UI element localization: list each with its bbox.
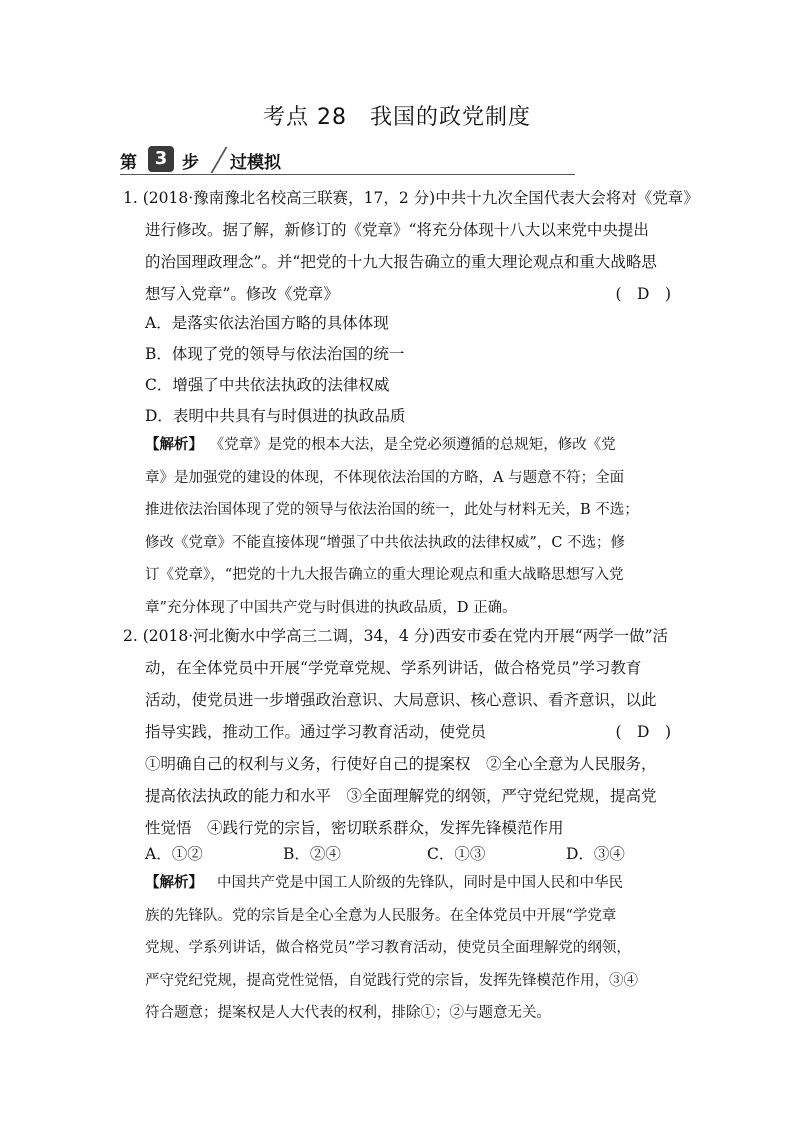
question-1-line-text: 想写入党章”。修改《党章》 [145, 285, 339, 303]
step-underline [120, 174, 575, 175]
question-1-stem-cont [145, 214, 685, 310]
step-suffix: 步 [182, 153, 199, 173]
analysis-line-text: 《党章》是党的根本大法，是全党必须遵循的总规矩，修改《党 [217, 437, 616, 453]
question-2-answer: ( D ) [615, 723, 671, 741]
analysis-line [145, 867, 685, 900]
question-2-statement: 提高依法执政的能力和水平 ③全面理解党的纲领，严守党纪党规，提高党 [145, 787, 657, 805]
question-1-option-a: A．是落实依法治国方略的具体体现 [145, 314, 389, 332]
analysis-line: 族的先锋队。党的宗旨是全心全意为人民服务。在全体党员中开展“学党章 [145, 907, 617, 924]
page-title: 考点 28 我国的政党制度 [263, 105, 531, 130]
step-divider [210, 147, 227, 173]
step-label: 过模拟 [230, 153, 281, 173]
question-2-stem-cont [145, 652, 685, 844]
question-2-analysis [145, 867, 685, 1030]
analysis-line-text: 中国共产党是中国工人阶级的先锋队，同时是中国人民和中华民 [217, 875, 623, 891]
analysis-line: 修改《党章》不能直接体现“增强了中共依法执政的法律权威”，C 不选；修 [145, 534, 626, 551]
step-banner [120, 143, 575, 177]
question-1-line: 1. (2018·豫南豫北名校高三联赛，17，2 分)中共十九次全国代表大会将对《党章》 [123, 189, 699, 207]
analysis-line: 符合题意；提案权是人大代表的权利，排除①；②与题意无关。 [145, 1005, 551, 1021]
analysis-line: 订《党章》，“把党的十九大报告确立的重大理论观点和重大战略思想写入党 [145, 567, 624, 583]
question-1-answer: ( D ) [615, 285, 671, 303]
question-2-stem [123, 620, 683, 652]
question-1-stem [123, 182, 699, 214]
question-2-statement: ①明确自己的权利与义务，行使好自己的提案权 ②全心全意为人民服务， [145, 755, 657, 773]
analysis-line: 严守党纪党规，提高党性觉悟，自觉践行党的宗旨，发挥先锋模范作用，③④ [145, 972, 638, 989]
question-2-choice-d: D．③④ [566, 845, 625, 863]
analysis-tag: 【解析】 [145, 875, 203, 891]
analysis-tag: 【解析】 [145, 437, 203, 453]
step-number-badge: 3 [148, 146, 174, 172]
question-1-option-d: D．表明中共具有与时俱进的执政品质 [145, 407, 406, 425]
analysis-line: 推进依法治国体现了党的领导与依法治国的统一，此处与材料无关，B 不选； [145, 502, 639, 518]
analysis-line: 党规、学系列讲话，做合格党员”学习教育活动，使党员全面理解党的纲领， [145, 940, 631, 956]
question-1-line [145, 278, 685, 310]
question-2-line: 2. (2018·河北衡水中学高三二调，34，4 分)西安市委在党内开展“两学一做”活 [123, 627, 669, 645]
analysis-line: 章》是加强党的建设的体现，不体现依法治国的方略，A 与题意不符；全面 [145, 469, 625, 486]
question-2-choice-a: A．①② [145, 845, 203, 863]
question-2-line: 动，在全体党员中开展“学党章党规、学系列讲话，做合格党员”学习教育 [145, 659, 642, 677]
question-2-line [145, 716, 685, 748]
question-1-analysis [145, 429, 685, 624]
question-1-option-b: B．体现了党的领导与依法治国的统一 [145, 345, 405, 363]
analysis-line [145, 429, 685, 462]
question-2-line-text: 指导实践，推动工作。通过学习教育活动，使党员 [145, 723, 487, 741]
question-2-choice-c: C．①③ [427, 845, 486, 863]
step-prefix: 第 [120, 153, 137, 173]
question-1-line: 的治国理政理念”。并“把党的十九大报告确立的重大理论观点和重大战略思 [145, 253, 657, 271]
analysis-line: 章”充分体现了中国共产党与时俱进的执政品质，D 正确。 [145, 599, 517, 616]
question-1-line: 进行修改。据了解，新修订的《党章》“将充分体现十八大以来党中央提出 [145, 221, 649, 239]
question-2-choice-b: B．②④ [283, 845, 341, 863]
question-2-statement: 性觉悟 ④践行党的宗旨，密切联系群众，发挥先锋模范作用 [145, 819, 564, 837]
question-2-line: 活动，使党员进一步增强政治意识、大局意识、核心意识、看齐意识，以此 [145, 691, 657, 709]
question-1-option-c: C．增强了中共依法执政的法律权威 [145, 376, 390, 394]
